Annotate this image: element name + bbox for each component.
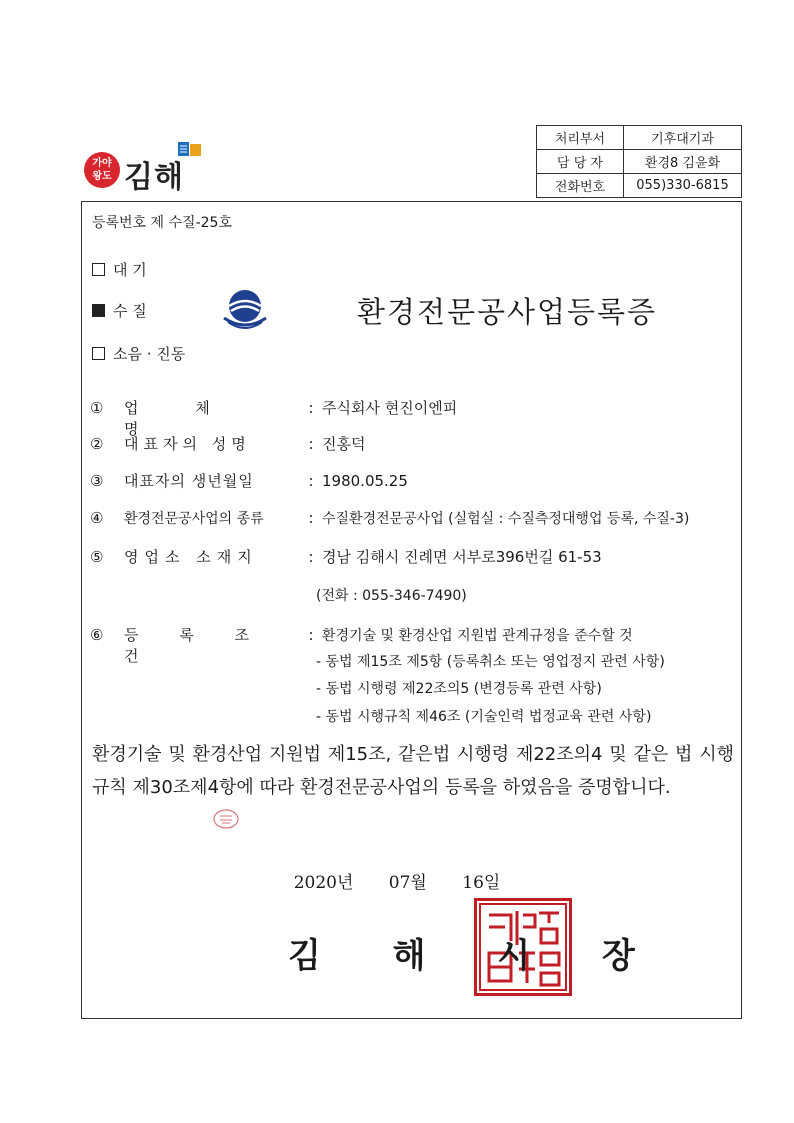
category-label: 대 기 (113, 261, 147, 279)
info-value: 기후대기과 (624, 126, 742, 150)
field-colon: : (308, 399, 314, 417)
field-value: 진홍덕 (322, 435, 366, 453)
issue-day: 16일 (462, 873, 501, 893)
field-label: 환경전문공사업의 종류 (124, 511, 264, 527)
field-label: 등 록 조 건 (124, 626, 268, 665)
category-noise (92, 343, 185, 364)
field-colon: : (308, 472, 314, 490)
field-colon: : (308, 548, 314, 566)
field-number: ⑥ (90, 626, 104, 644)
field-value: 경남 김해시 진례면 서부로396번길 61-53 (322, 548, 602, 566)
checkbox-icon (92, 263, 105, 276)
field-representative (90, 433, 365, 454)
field-colon: : (308, 509, 314, 527)
field-value: 환경기술 및 환경산업 지원법 관계규정을 준수할 것 (322, 628, 633, 644)
field-label: 업 체 명 (124, 399, 236, 438)
certificate-title: 환경전문공사업등록증 (356, 295, 658, 329)
info-key: 전화번호 (537, 174, 624, 198)
info-value: 환경8 김윤화 (624, 150, 742, 174)
field-colon: : (308, 435, 314, 453)
gimhae-logo (84, 138, 214, 196)
issuer-name: 김 해 시 장 (288, 936, 665, 976)
phone-line: (전화 : 055-346-7490) (316, 588, 467, 604)
category-air (92, 259, 197, 280)
certification-statement: 환경기술 및 환경산업 지원법 제15조, 같은법 시행령 제22조의4 및 같은 법 시행규칙 제30조제4항에 따라 환경전문공사업의 등록을 하였음을 증명합니다. (92, 744, 734, 798)
field-number: ⑤ (90, 548, 104, 566)
checkbox-icon (92, 347, 105, 360)
field-address (90, 546, 602, 567)
info-row (537, 150, 742, 174)
field-value: 1980.05.25 (322, 472, 408, 490)
issue-month: 07월 (388, 873, 427, 893)
info-key: 처리부서 (537, 126, 624, 150)
info-row (537, 174, 742, 198)
small-seal-mark-icon (212, 808, 240, 830)
field-number: ③ (90, 472, 104, 490)
field-birthdate (90, 470, 408, 491)
info-value: 055)330-6815 (624, 174, 742, 198)
info-row (537, 126, 742, 150)
field-business-type (90, 508, 689, 528)
field-value: 주식회사 현진이엔피 (322, 399, 458, 417)
logo-badge: 가야 왕도 (84, 152, 120, 188)
field-number: ④ (90, 509, 104, 527)
condition-item: - 동법 제15조 제5항 (등록취소 또는 영업정지 관련 사항) (316, 654, 665, 670)
field-label: 영업소 소재지 (124, 548, 258, 566)
field-colon: : (308, 626, 314, 644)
category-label: 수 질 (113, 302, 147, 320)
field-label: 대표자의 성명 (124, 435, 251, 453)
field-label: 대표자의 생년월일 (124, 472, 254, 490)
field-number: ② (90, 435, 104, 453)
logo-word: 김해 (124, 160, 184, 195)
registration-number: 등록번호 제 수질-25호 (92, 215, 232, 231)
logo-flag-icon (176, 140, 204, 158)
category-label: 소음 · 진동 (113, 345, 186, 363)
condition-item: - 동법 시행규칙 제46조 (기술인력 법정교육 관련 사항) (316, 709, 652, 725)
issue-year: 2020년 (293, 873, 354, 893)
field-value: 수질환경전문공사업 (실험실 : 수질측정대행업 등록, 수질-3) (322, 511, 690, 527)
info-key: 담 당 자 (537, 150, 624, 174)
contact-info-table (536, 125, 742, 198)
condition-item: - 동법 시행령 제22조의5 (변경등록 관련 사항) (316, 681, 602, 697)
issue-date (0, 868, 794, 893)
field-number: ① (90, 399, 104, 417)
